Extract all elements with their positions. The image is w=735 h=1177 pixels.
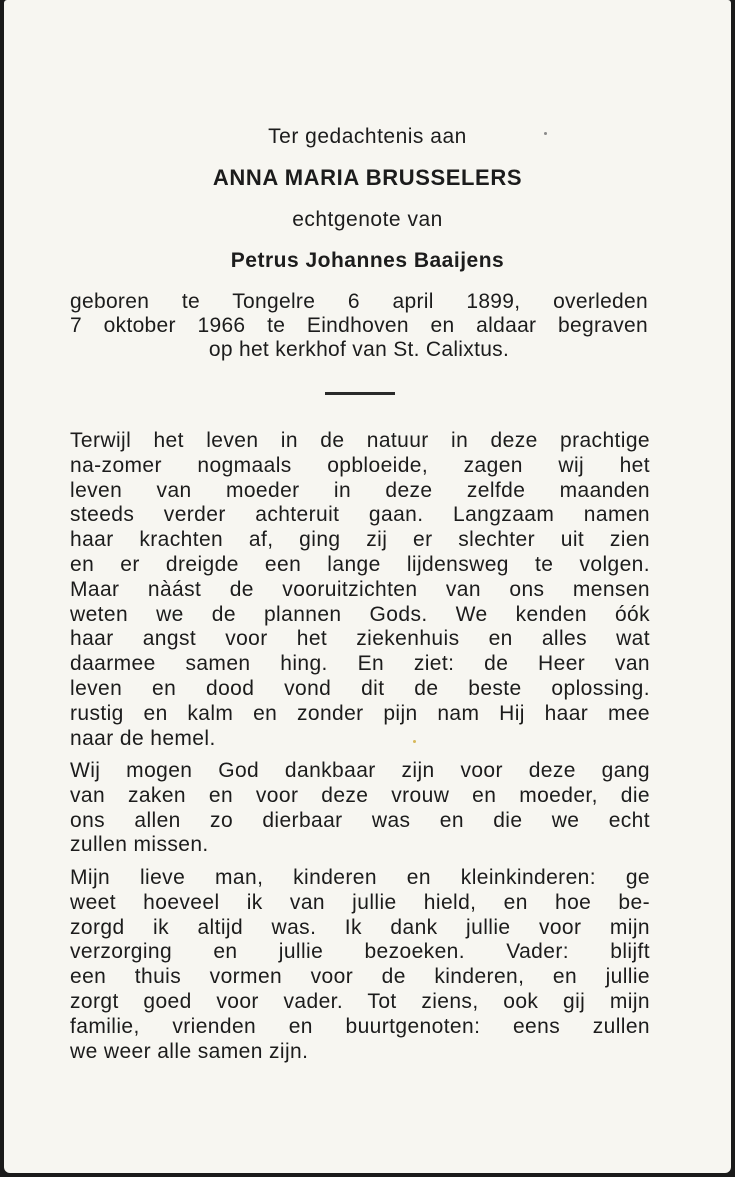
paragraph-line: weten we de plannen Gods. We kenden óók [70, 602, 650, 626]
paragraph-line: haar angst voor het ziekenhuis en alles wat [70, 627, 650, 651]
memorial-card [4, 0, 731, 1173]
dates-line: geboren te Tongelre 6 april 1899, overleden [70, 290, 648, 313]
paper-speck [413, 740, 416, 743]
paragraph-line: een thuis vormen voor de kinderen, en jullie [70, 965, 650, 989]
paragraph-line: verzorging en jullie bezoeken. Vader: blijft [70, 940, 650, 964]
paragraph-line: Mijn lieve man, kinderen en kleinkinderen: ge [70, 866, 650, 889]
paragraph-2 [70, 759, 650, 858]
paragraph-line: rustig en kalm en zonder pijn nam Hij haar mee [70, 701, 650, 725]
paragraph-line: we weer alle samen zijn. [70, 1039, 309, 1063]
paper-speck [544, 132, 547, 135]
paragraph-line: zorgt goed voor vader. Tot ziens, ook gij mijn [70, 989, 650, 1013]
paragraph-1 [70, 429, 650, 751]
paragraph-line: Maar nàást de vooruitzichten van ons mensen [70, 577, 650, 601]
spouse-name: Petrus Johannes Baaijens [230, 249, 505, 272]
paragraph-line: Wij mogen God dankbaar zijn voor deze gang [70, 759, 650, 782]
paragraph-line: zorgd ik altijd was. Ik dank jullie voor mijn [70, 915, 650, 939]
paragraph-line: leven van moeder in deze zelfde maanden [70, 478, 650, 502]
divider [325, 392, 395, 395]
paragraph-line: weet hoeveel ik van jullie hield, en hoe be- [70, 890, 650, 914]
paragraph-line: en er dreigde een lange lijdensweg te volgen. [70, 552, 650, 576]
paragraph-line: daarmee samen hing. En ziet: de Heer van [70, 652, 650, 676]
paragraph-line: van zaken en voor deze vrouw en moeder, die [70, 783, 650, 807]
birth-death-details [70, 290, 648, 362]
deceased-name: ANNA MARIA BRUSSELERS [212, 165, 523, 190]
paragraph-line: ons allen zo dierbaar was en die we echt [70, 808, 650, 832]
paragraph-line: zullen missen. [70, 833, 209, 857]
paragraph-line: haar krachten af, ging zij er slechter uit zien [70, 528, 650, 552]
paragraph-line: leven en dood vond dit de beste oplossing. [70, 676, 650, 700]
paragraph-line: na-zomer nogmaals opbloeide, zagen wij het [70, 453, 650, 477]
paragraph-3 [70, 866, 650, 1064]
intro-line: Ter gedachtenis aan [268, 125, 467, 148]
spouse-label: echtgenote van [292, 208, 443, 231]
paragraph-line: steeds verder achteruit gaan. Langzaam namen [70, 503, 650, 527]
paragraph-line: naar de hemel. [70, 726, 216, 750]
dates-line: op het kerkhof van St. Calixtus. [208, 338, 510, 361]
paragraph-line: Terwijl het leven in de natuur in deze prachtige [70, 429, 650, 452]
dates-line: 7 oktober 1966 te Eindhoven en aldaar begraven [70, 314, 648, 337]
paragraph-line: familie, vrienden en buurtgenoten: eens zullen [70, 1014, 650, 1038]
